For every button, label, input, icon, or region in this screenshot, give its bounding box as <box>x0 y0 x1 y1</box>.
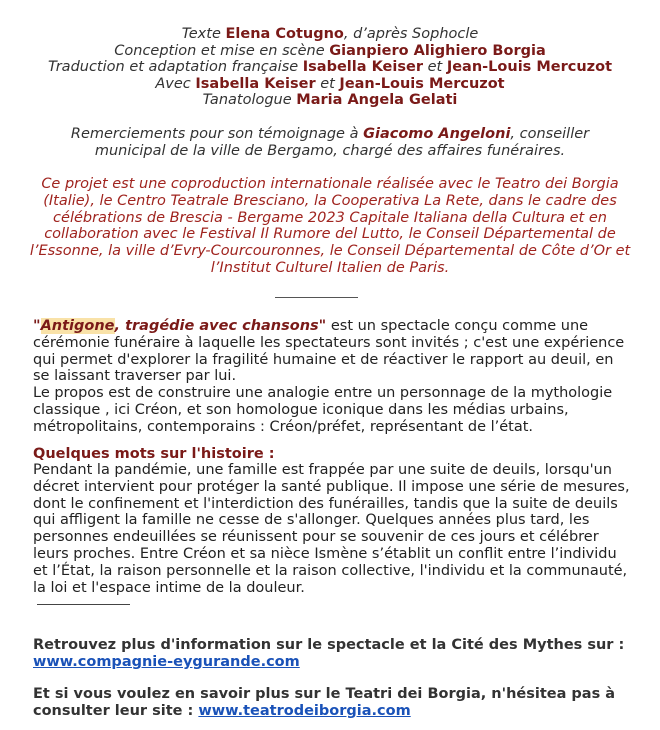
credit-name: Jean-Louis Mercuzot <box>339 75 505 92</box>
borgia-info-paragraph <box>33 686 633 720</box>
more-info-paragraph <box>33 637 633 671</box>
quote-mark: " <box>33 318 41 334</box>
credit-role: , d’après Sophocle <box>343 26 479 42</box>
credit-role: Texte <box>181 26 226 42</box>
acknowledgement <box>40 126 620 160</box>
acknowledgement-text: Remerciements pour son témoignage à <box>70 126 364 142</box>
acknowledgement-name: Giacomo Angeloni <box>363 126 511 142</box>
story-heading: Quelques mots sur l'histoire : <box>33 446 275 462</box>
credit-connector: et <box>315 75 340 92</box>
story-paragraph: Pendant la pandémie, une famille est frappée par une suite de deuils, lorsqu'un décret intervient pour protéger la santé publique. Il impose une série de mesures, dont le confinement et l'interdiction des funérailles, tandis que la suite de deuils qui affligent la famille ne cesse de s'allonger. Quelques années plus tard, les personnes endeuillées se réunissent pour se souvenir de ces jours et célébrer leurs proches. Entre Créon et sa nièce Ismène s’établit un conflit entre l’individu et l’État, la raison personnelle et la raison collective, l'individu et la communauté, la loi et l'espace intime de la douleur. <box>33 462 630 596</box>
credit-line-thanatologist <box>0 92 660 109</box>
intro-paragraph <box>33 318 633 436</box>
borgia-info-text: Et si vous voulez en savoir plus sur le Teatri dei Borgia, n'hésitea pas à consulter leur site : <box>33 686 616 719</box>
show-title-highlight: Antigone <box>40 318 115 334</box>
credit-role: Avec <box>155 75 196 92</box>
credit-name: Isabella Keiser <box>302 59 423 75</box>
credit-role: Tanatologue <box>202 92 297 108</box>
separator-line <box>275 297 358 298</box>
compagnie-website-link[interactable]: www.compagnie-eygurande.com <box>33 654 300 670</box>
credit-name: Isabella Keiser <box>195 75 316 92</box>
show-subtitle: , tragédie avec chansons <box>114 318 319 334</box>
borgia-website-link[interactable]: www.teatrodeiborgia.com <box>198 703 411 719</box>
quote-mark: " <box>318 318 327 334</box>
credit-line-translation <box>0 59 660 76</box>
credit-name: Jean-Louis Mercuzot <box>446 59 613 75</box>
credit-line-cast <box>0 76 660 93</box>
separator-line <box>37 604 130 605</box>
intro-text: est un spectacle conçu comme une cérémonie funéraire à laquelle les spectateurs sont invités ; c'est une expérience qui permet d'explorer la fragilité humaine et de réactiver le rapport au deuil, en se laissant traverser par lui. <box>33 318 625 385</box>
credit-line-direction <box>0 43 660 60</box>
credit-name: Gianpiero Alighiero Borgia <box>329 42 546 59</box>
intro-text-analogy: Le propos est de construire une analogie entre un personnage de la mythologie classique , ici Créon, et son homologue iconique dans les médias urbains, métropolitains, contemporains : Créon/préfet, représentant de l’état. <box>33 385 613 435</box>
credit-name: Maria Angela Gelati <box>296 92 458 108</box>
credit-name: Elena Cotugno <box>225 26 344 42</box>
acknowledgement-text: , conseiller municipal de la ville de Bergamo, chargé des affaires funéraires. <box>94 126 590 159</box>
credit-line-text <box>0 26 660 43</box>
credit-role: Traduction et adaptation française <box>47 59 303 75</box>
credit-connector: et <box>422 59 447 75</box>
credit-role: Conception et mise en scène <box>114 42 330 59</box>
more-info-text: Retrouvez plus d'information sur le spectacle et la Cité des Mythes sur : <box>33 637 625 653</box>
coproduction-paragraph: Ce projet est une coproduction internationale réalisée avec le Teatro dei Borgia (Italie), le Centro Teatrale Bresciano, la Cooperativa La Rete, dans le cadre des célébrations de Brescia - Bergame 2023 Capitale Italiana della Cultura et en collaboration avec le Festival Il Rumore del Lutto, le Conseil Départemental de l’Essonne, la ville d’Evry-Courcouronnes, le Conseil Départemental de Côte d’Or et l’Institut Culturel Italien de Paris. <box>29 176 631 276</box>
credits-block <box>0 26 660 109</box>
